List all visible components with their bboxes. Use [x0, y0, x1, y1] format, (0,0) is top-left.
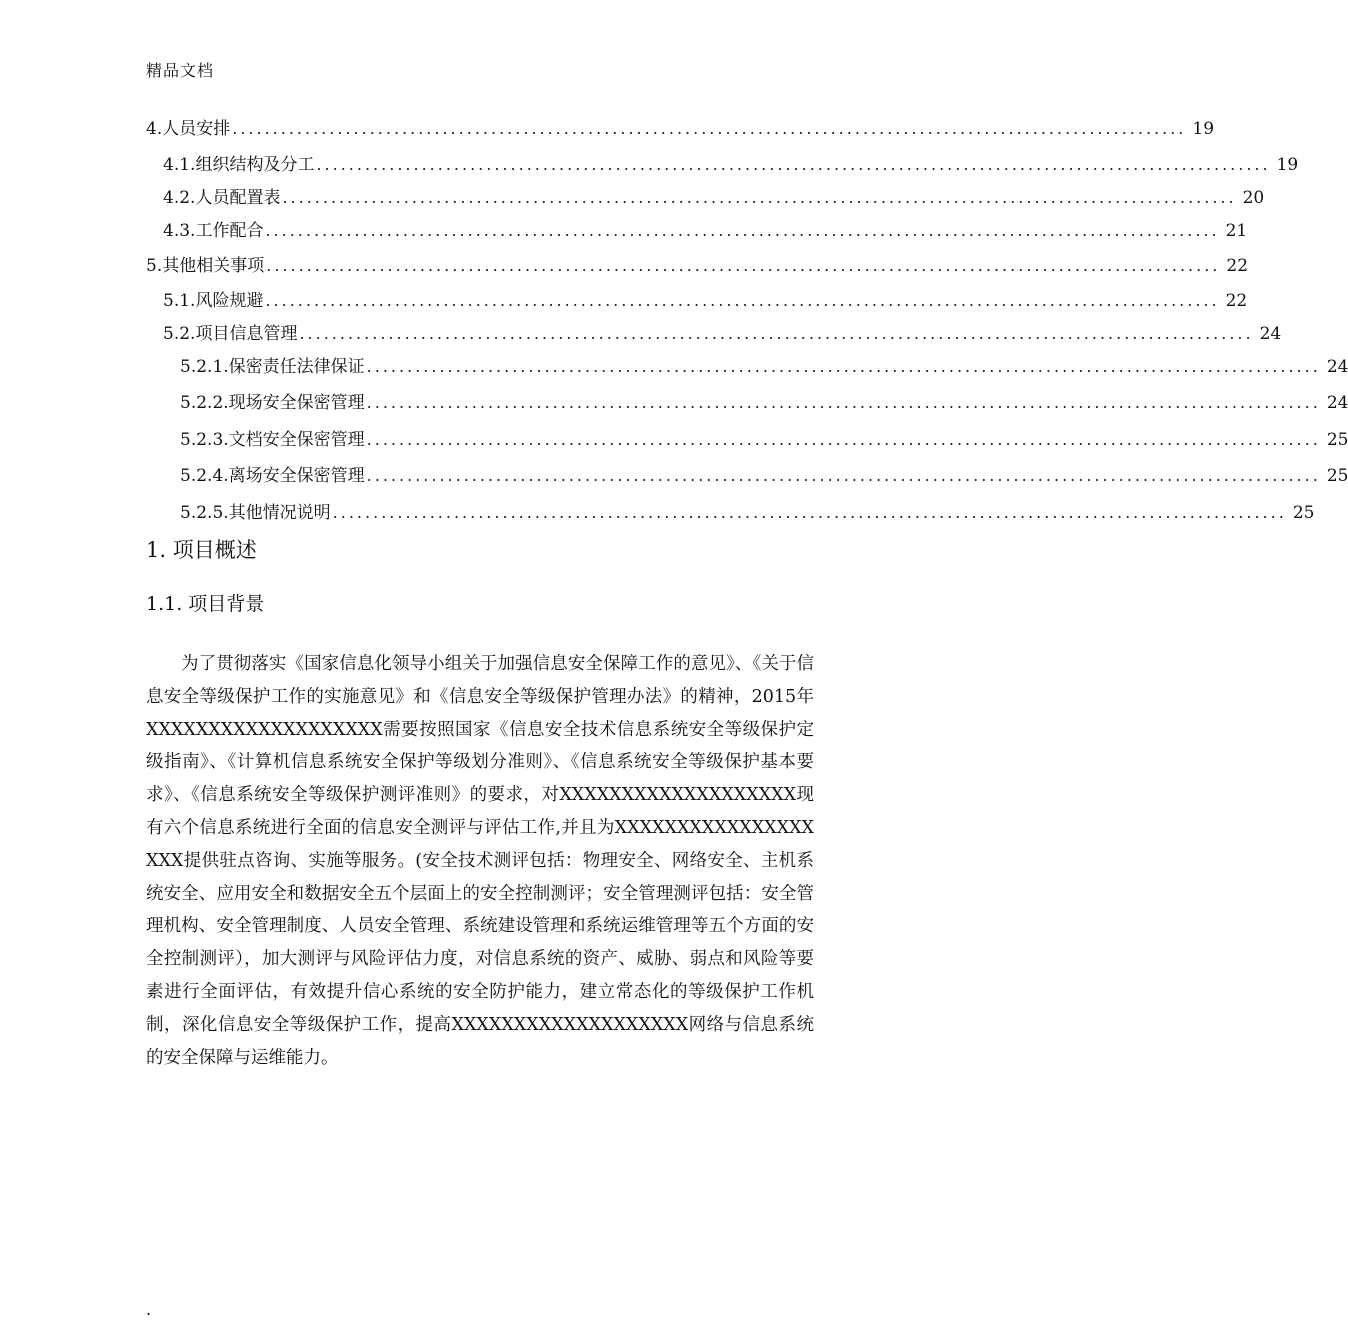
toc-leader: ......................................................................................................................	[299, 324, 1254, 343]
toc-page: 24	[1326, 393, 1348, 413]
toc-leader: ......................................................................................................................	[265, 291, 1220, 310]
toc-title: 文档安全保密管理	[228, 430, 365, 450]
toc-leader: ......................................................................................................................	[366, 430, 1321, 449]
toc-leader: ......................................................................................................................	[282, 188, 1237, 207]
footer-mark: .	[146, 1300, 152, 1319]
toc-title: 现场安全保密管理	[228, 393, 365, 413]
toc-page: 25	[1292, 503, 1315, 523]
toc-entry[interactable]	[180, 425, 1348, 450]
toc-title: 其他情况说明	[228, 503, 331, 523]
toc-title: 保密责任法律保证	[228, 357, 365, 377]
toc-number: 5.2.2.	[180, 393, 229, 413]
subsection-heading: 1.1. 项目背景	[146, 593, 265, 615]
toc-title: 其他相关事项	[162, 256, 265, 276]
toc-leader: ......................................................................................................................	[265, 221, 1220, 240]
toc-page: 21	[1225, 221, 1248, 241]
toc-entry[interactable]	[180, 498, 1315, 523]
toc-page: 24	[1259, 324, 1282, 344]
toc-number: 5.	[146, 256, 163, 276]
toc-entry[interactable]	[163, 183, 1265, 208]
toc-page: 25	[1326, 466, 1348, 486]
toc-number: 4.1.	[163, 155, 196, 175]
toc-leader: ......................................................................................................................	[266, 256, 1221, 275]
toc-page: 24	[1326, 357, 1348, 377]
toc-number: 4.	[146, 119, 163, 139]
toc-number: 4.3.	[163, 221, 196, 241]
toc-title: 人员配置表	[195, 188, 281, 208]
toc-page: 19	[1192, 119, 1215, 139]
toc-title: 工作配合	[195, 221, 264, 241]
toc-number: 5.2.5.	[180, 503, 229, 523]
toc-number: 5.2.3.	[180, 430, 229, 450]
toc-entry[interactable]	[163, 286, 1248, 311]
toc-entry[interactable]	[180, 461, 1348, 486]
toc-leader: ......................................................................................................................	[366, 393, 1321, 412]
toc-entry[interactable]	[180, 352, 1348, 377]
toc-title: 人员安排	[162, 119, 231, 139]
toc-entry[interactable]	[163, 216, 1248, 241]
toc-leader: ......................................................................................................................	[366, 466, 1321, 485]
toc-entry[interactable]	[163, 150, 1299, 175]
toc-leader: ......................................................................................................................	[332, 503, 1287, 522]
toc-leader: ......................................................................................................................	[366, 357, 1321, 376]
toc-title: 项目信息管理	[195, 324, 298, 344]
toc-page: 19	[1276, 155, 1299, 175]
toc-page: 20	[1242, 188, 1265, 208]
toc-leader: ......................................................................................................................	[232, 119, 1187, 138]
toc-number: 4.2.	[163, 188, 196, 208]
section-heading: 1. 项目概述	[146, 538, 257, 562]
toc-title: 离场安全保密管理	[228, 466, 365, 486]
toc-number: 5.2.4.	[180, 466, 229, 486]
toc-number: 5.1.	[163, 291, 196, 311]
toc-title: 组织结构及分工	[195, 155, 315, 175]
toc-leader: ......................................................................................................................	[316, 155, 1271, 174]
toc-page: 22	[1226, 256, 1249, 276]
toc-page: 25	[1326, 430, 1348, 450]
toc-page: 22	[1225, 291, 1248, 311]
toc-entry[interactable]	[163, 319, 1282, 344]
toc-entry[interactable]	[146, 114, 1215, 139]
body-paragraph: 为了贯彻落实《国家信息化领导小组关于加强信息安全保障工作的意见》、《关于信息安全等级保护工作的实施意见》和《信息安全等级保护管理办法》的精神，2015年XXXXXXXXXXXXXXXXXXX需要按照国家《信息安全技术信息系统安全等级保护定级指南》、《计算机信息系统安全保护等级划分准则》、《信息系统安全等级保护基本要求》、《信息系统安全等级保护测评准则》的要求，对XXXXXXXXXXXXXXXXXXX现有六个信息系统进行全面的信息安全测评与评估工作,并且为XXXXXXXXXXXXXXXXXXX提供驻点咨询、实施等服务。(安全技术测评包括：物理安全、网络安全、主机系统安全、应用安全和数据安全五个层面上的安全控制测评；安全管理测评包括：安全管理机构、安全管理制度、人员安全管理、系统建设管理和系统运维管理等五个方面的安全控制测评），加大测评与风险评估力度，对信息系统的资产、威胁、弱点和风险等要素进行全面评估，有效提升信心系统的安全防护能力，建立常态化的等级保护工作机制，深化信息安全等级保护工作，提高XXXXXXXXXXXXXXXXXXX网络与信息系统的安全保障与运维能力。	[146, 654, 814, 1068]
toc-entry[interactable]	[146, 251, 1249, 276]
toc-number: 5.2.1.	[180, 357, 229, 377]
page-header: 精品文档	[146, 61, 215, 80]
toc-title: 风险规避	[195, 291, 264, 311]
toc-entry[interactable]	[180, 388, 1348, 413]
toc-number: 5.2.	[163, 324, 196, 344]
